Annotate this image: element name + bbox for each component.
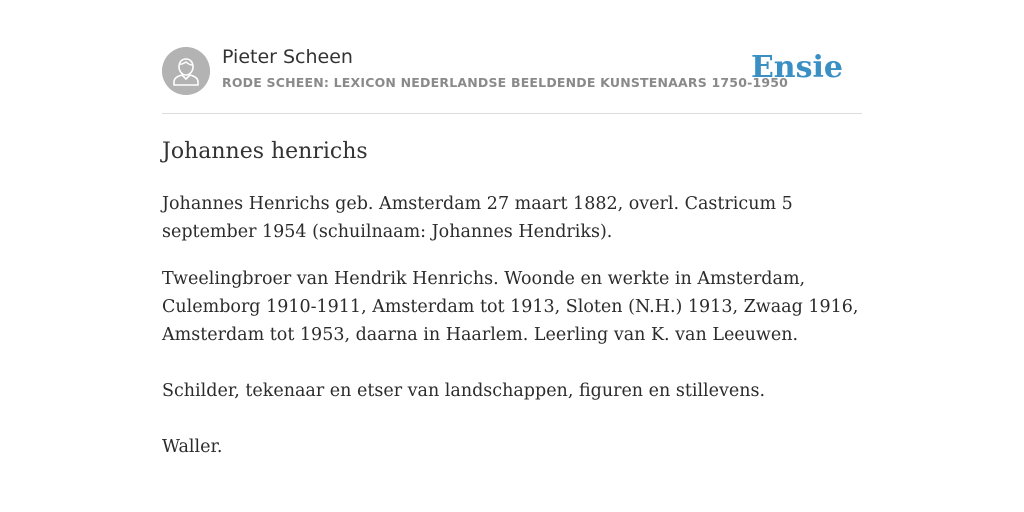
article-paragraph: Tweelingbroer van Hendrik Henrichs. Woonde en werkte in Amsterdam, Culemborg 1910-1911, Amsterdam tot 1913, Sloten (N.H.) 1913, Zwaag 1916, Amsterdam tot 1953, daarna in Haarlem. Leerling van K. van Leeuwen. xyxy=(162,269,859,345)
user-icon xyxy=(162,47,210,95)
article xyxy=(162,136,862,461)
paragraph-spacer xyxy=(162,349,862,377)
brand-logo[interactable]: Ensie xyxy=(750,50,843,85)
article-paragraph: Johannes Henrichs geb. Amsterdam 27 maart 1882, overl. Castricum 5 september 1954 (schuilnaam: Johannes Hendriks). xyxy=(162,194,793,242)
article-paragraph: Schilder, tekenaar en etser van landschappen, figuren en stillevens. xyxy=(162,381,766,401)
paragraph-spacer xyxy=(162,405,862,433)
author-name[interactable]: Pieter Scheen xyxy=(222,46,353,68)
avatar[interactable] xyxy=(162,47,210,95)
article-paragraph: Waller. xyxy=(162,437,223,457)
header xyxy=(162,44,862,114)
source-title[interactable]: RODE SCHEEN: LEXICON NEDERLANDSE BEELDENDE KUNSTENAARS 1750-1950 xyxy=(222,75,789,90)
page-title: Johannes henrichs xyxy=(162,139,368,164)
